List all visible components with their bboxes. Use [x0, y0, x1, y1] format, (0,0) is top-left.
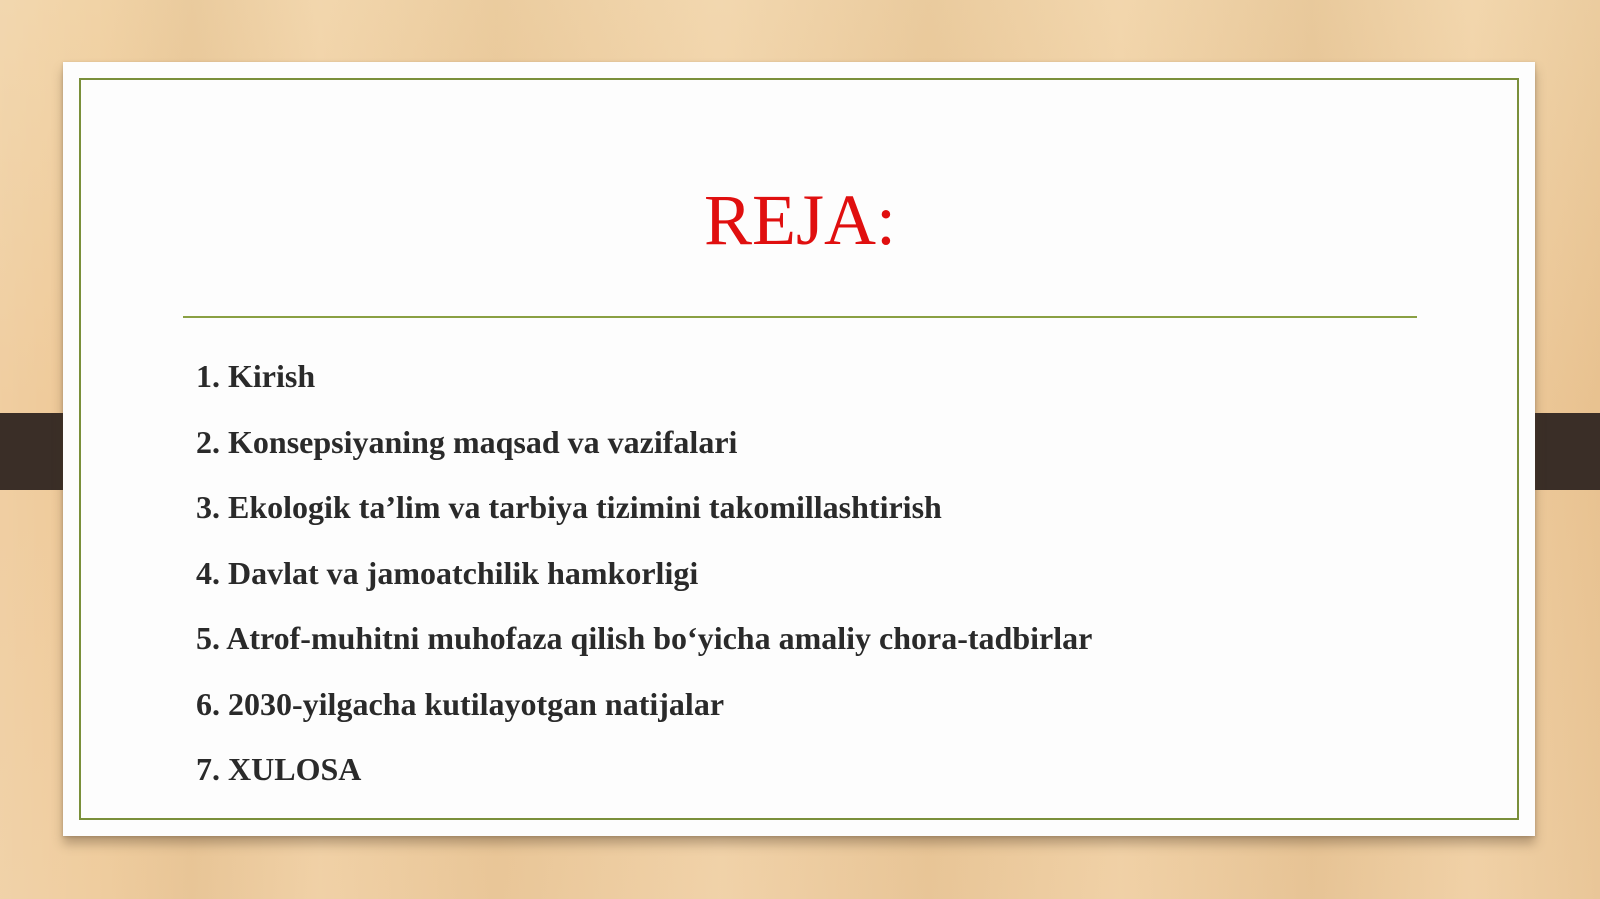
- plan-item-5: 5. Atrof-muhitni muhofaza qilish bo‘yicha amaliy chora-tadbirlar: [196, 620, 1093, 656]
- plan-list: [196, 354, 1092, 813]
- title-divider: [183, 316, 1417, 318]
- plan-item-4: 4. Davlat va jamoatchilik hamkorligi: [196, 554, 699, 591]
- plan-item-6: 6. 2030-yilgacha kutilayotgan natijalar: [196, 685, 725, 722]
- plan-item-2: 2. Konsepsiyaning maqsad va vazifalari: [196, 423, 738, 460]
- slide-title: REJA:: [703, 180, 897, 260]
- plan-item-1: 1. Kirish: [196, 358, 316, 394]
- plan-item-7: 7. XULOSA: [196, 751, 362, 787]
- plan-item-3: 3. Ekologik ta’lim va tarbiya tizimini takomillashtirish: [196, 489, 942, 525]
